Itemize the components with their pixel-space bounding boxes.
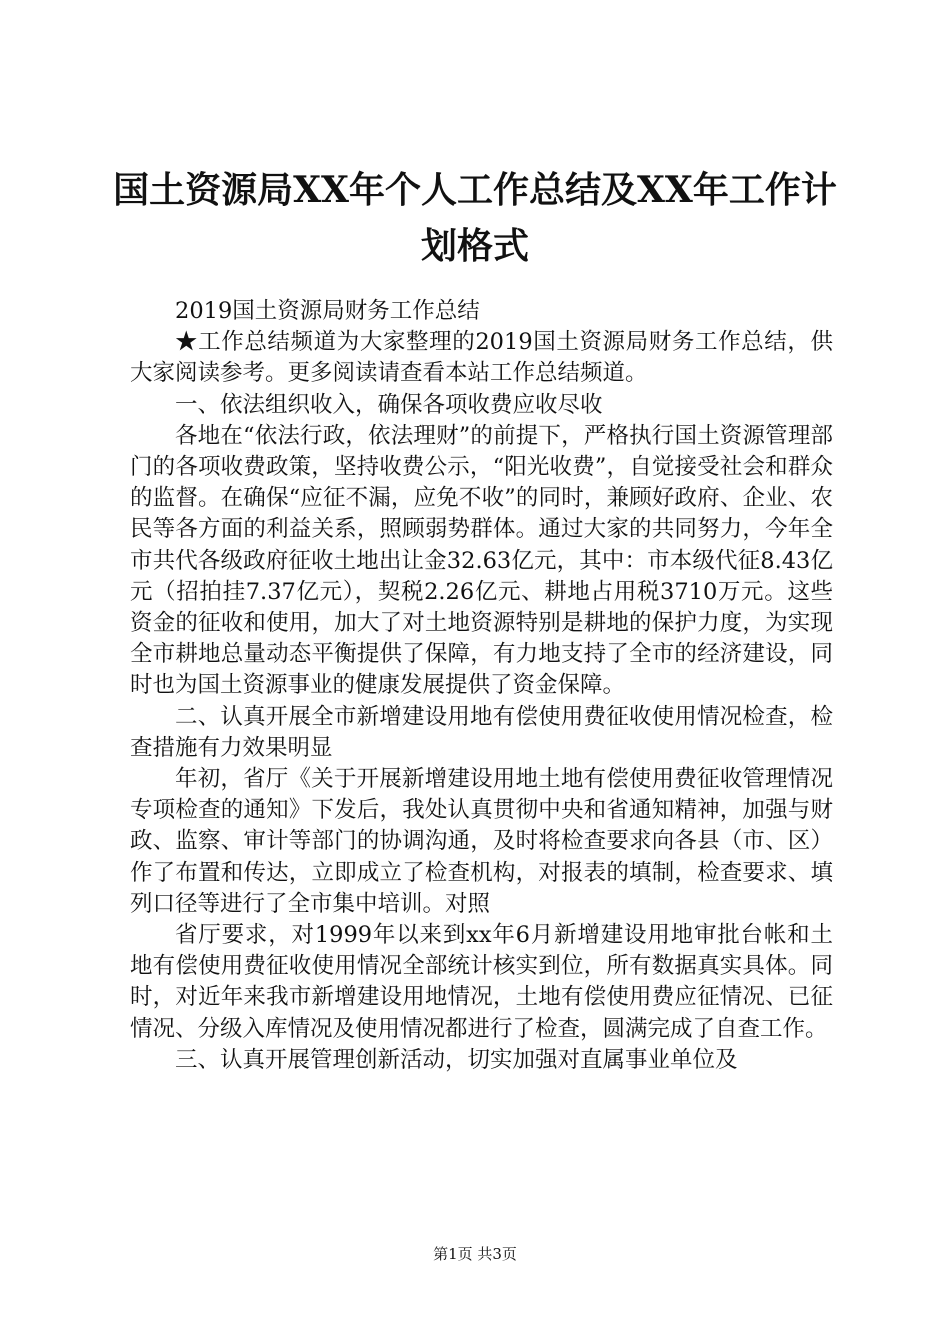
- document-title: 国土资源局XX年个人工作总结及XX年工作计划格式: [113, 169, 837, 267]
- page-footer: 第1页 共3页: [433, 1245, 517, 1263]
- section-heading-1: 一、依法组织收入，确保各项收费应收尽收: [175, 391, 603, 418]
- section-heading-3: 三、认真开展管理创新活动，切实加强对直属事业单位及: [175, 1046, 738, 1073]
- section-heading-2: 二、认真开展全市新增建设用地有偿使用费征收使用情况检查，检查措施有力效果明显: [130, 703, 833, 761]
- paragraph-section-2b: 省厅要求，对1999年以来到xx年6月新增建设用地审批台帐和土地有偿使用费征收使用情况全部统计核实到位，所有数据真实具体。同时，对近年来我市新增建设用地情况，土地有偿使用费应征情况、已征情况、分级入库情况及使用情况都进行了检查，圆满完成了自查工作。: [130, 922, 833, 1042]
- paragraph-heading-summary: 2019国土资源局财务工作总结: [175, 298, 480, 324]
- document-body: [130, 296, 833, 1076]
- paragraph-intro: ★工作总结频道为大家整理的2019国土资源局财务工作总结，供大家阅读参考。更多阅读请查看本站工作总结频道。: [130, 329, 833, 387]
- paragraph-section-1: 各地在“依法行政，依法理财”的前提下，严格执行国土资源管理部门的各项收费政策，坚持收费公示，“阳光收费”，自觉接受社会和群众的监督。在确保“应征不漏，应免不收”的同时，兼顾好政府、企业、农民等各方面的利益关系，照顾弱势群体。通过大家的共同努力，今年全市共代各级政府征收土地出让金32.63亿元，其中：市本级代征8.43亿元（招拍挂7.37亿元），契税2.26亿元、耕地占用税3710万元。这些资金的征收和使用，加大了对土地资源特别是耕地的保护力度，为实现全市耕地总量动态平衡提供了保障，有力地支持了全市的经济建设，同时也为国土资源事业的健康发展提供了资金保障。: [130, 422, 833, 699]
- paragraph-section-2a: 年初，省厅《关于开展新增建设用地土地有偿使用费征收管理情况专项检查的通知》下发后，我处认真贯彻中央和省通知精神，加强与财政、监察、审计等部门的协调沟通，及时将检查要求向各县（市、区）作了布置和传达，立即成立了检查机构，对报表的填制，检查要求、填列口径等进行了全市集中培训。对照: [130, 766, 833, 917]
